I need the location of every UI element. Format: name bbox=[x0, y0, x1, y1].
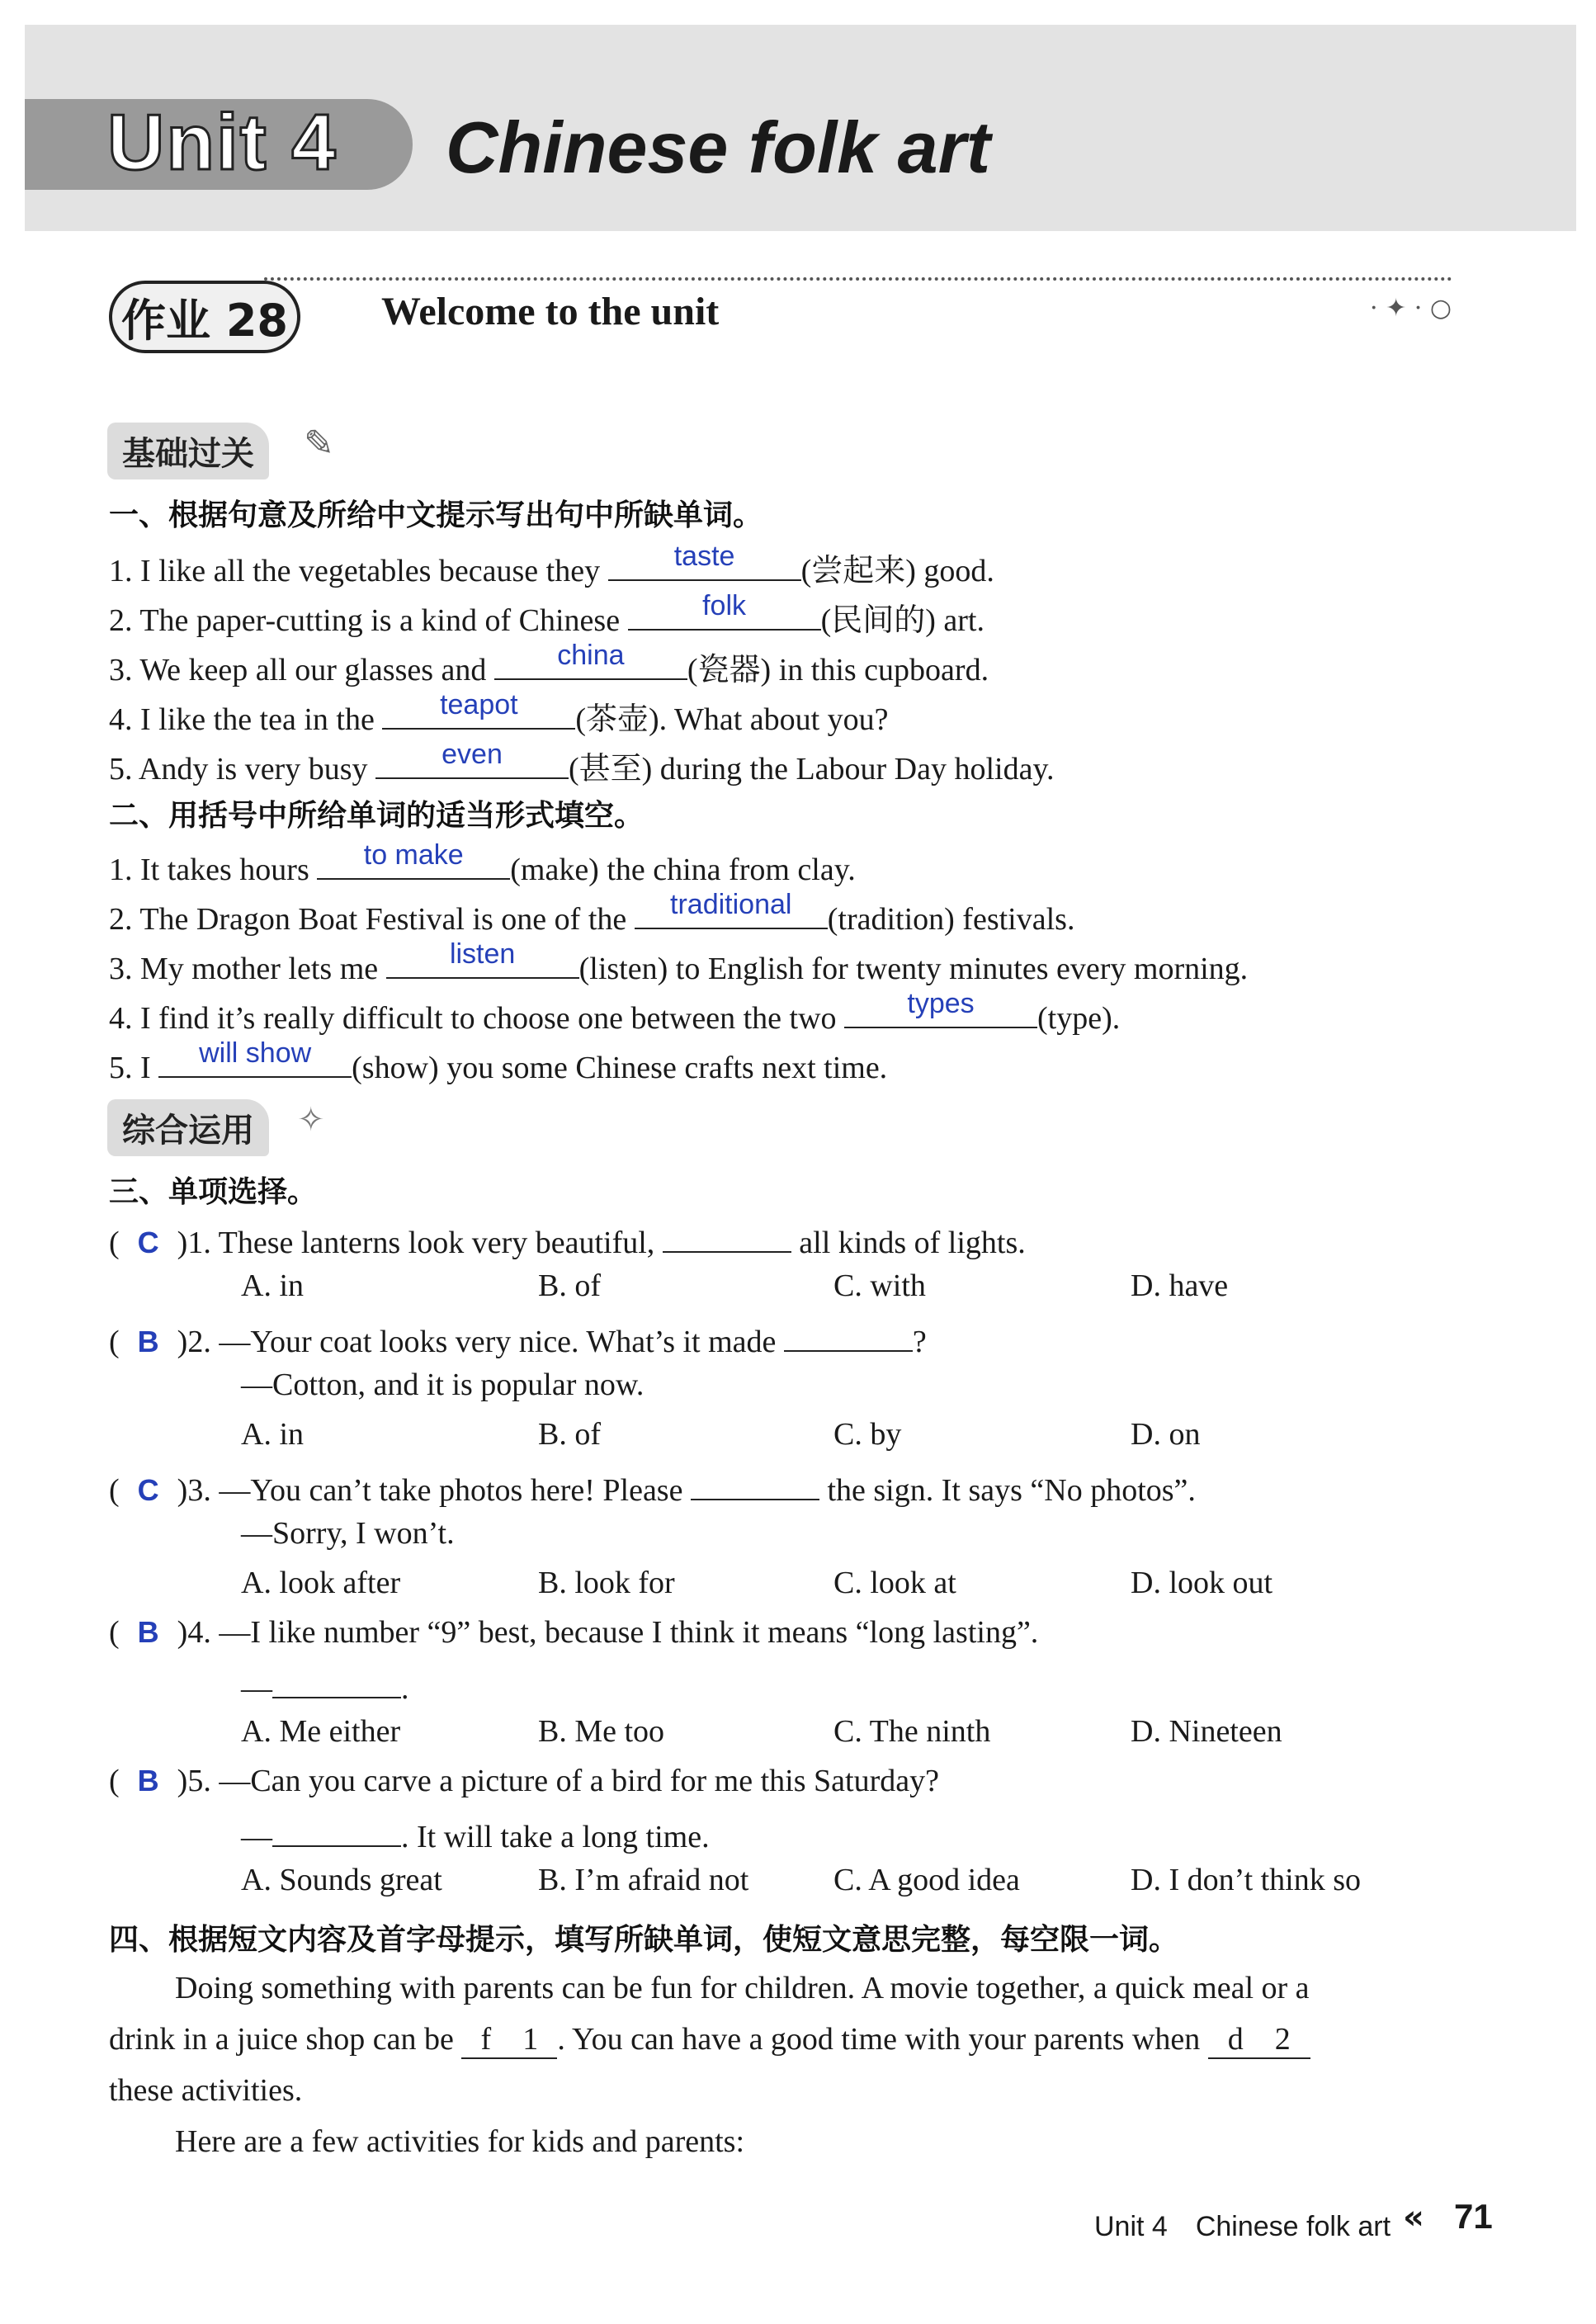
choice-answer[interactable]: B bbox=[137, 1764, 159, 1797]
choice-answer[interactable]: B bbox=[137, 1325, 159, 1358]
mc-response-3: —Sorry, I won’t. bbox=[241, 1516, 455, 1551]
passage-line-1: Doing something with parents can be fun for children. A movie together, a quick meal or a bbox=[175, 1971, 1310, 2005]
answer-blank[interactable]: china bbox=[494, 642, 687, 680]
answer-blank[interactable]: folk bbox=[628, 593, 821, 631]
cloze-blank-2[interactable]: d 2 bbox=[1208, 2021, 1310, 2059]
option-a[interactable]: A. Me either bbox=[241, 1714, 401, 1749]
answer-blank[interactable]: listen bbox=[386, 941, 579, 979]
fill-item-2: 2. The paper-cutting is a kind of Chinese folk (民间的) art. bbox=[109, 590, 985, 638]
answer-blank[interactable]: to make bbox=[317, 842, 510, 880]
form-item-2: 2. The Dragon Boat Festival is one of the traditional (tradition) festivals. bbox=[109, 889, 1075, 937]
instruction-part2: 二、用括号中所给单词的适当形式填空。 bbox=[109, 799, 645, 833]
mc-question-2: ( B )2. —Your coat looks very nice. What’s it made ? bbox=[109, 1317, 927, 1360]
form-item-4: 4. I find it’s really difficult to choose one between the two types (type). bbox=[109, 988, 1121, 1036]
page-number: 71 bbox=[1454, 2197, 1493, 2236]
fill-item-5: 5. Andy is very busy even (甚至) during the Labour Day holiday. bbox=[109, 739, 1055, 786]
unit-title: Chinese folk art bbox=[446, 106, 991, 188]
sparkle-icon: ✧ bbox=[297, 1101, 325, 1139]
section-tag-comprehensive: 综合运用 bbox=[107, 1099, 269, 1156]
unit-label: Unit 4 bbox=[107, 98, 338, 187]
mc-question-1: ( C )1. These lanterns look very beautiful, all kinds of lights. bbox=[109, 1218, 1026, 1261]
answer-blank[interactable] bbox=[272, 1664, 401, 1698]
option-d[interactable]: D. I don’t think so bbox=[1131, 1863, 1362, 1897]
choice-answer[interactable]: C bbox=[137, 1473, 159, 1507]
sparkle-icon: · ✦ · ○ bbox=[1370, 294, 1452, 323]
option-d[interactable]: D. have bbox=[1131, 1268, 1229, 1303]
option-a[interactable]: A. look after bbox=[241, 1566, 401, 1600]
option-c[interactable]: C. with bbox=[833, 1268, 926, 1303]
mc-question-4: ( B )4. —I like number “9” best, because I think it means “long lasting”. bbox=[109, 1615, 1039, 1650]
option-b[interactable]: B. Me too bbox=[538, 1714, 665, 1749]
form-item-1: 1. It takes hours to make (make) the china from clay. bbox=[109, 839, 856, 887]
option-c[interactable]: C. A good idea bbox=[833, 1863, 1020, 1897]
answer-blank[interactable] bbox=[663, 1218, 791, 1253]
option-b[interactable]: B. look for bbox=[538, 1566, 675, 1600]
instruction-part4: 四、根据短文内容及首字母提示，填写所缺单词，使短文意思完整，每空限一词。 bbox=[109, 1923, 1179, 1957]
assignment-title: Welcome to the unit bbox=[381, 290, 720, 333]
option-c[interactable]: C. look at bbox=[833, 1566, 956, 1600]
assignment-badge: 作业 28 bbox=[109, 281, 300, 353]
fill-item-1: 1. I like all the vegetables because they taste (尝起来) good. bbox=[109, 541, 994, 588]
passage-line-3: these activities. bbox=[109, 2073, 303, 2108]
answer-blank[interactable]: even bbox=[375, 741, 569, 779]
option-c[interactable]: C. The ninth bbox=[833, 1714, 991, 1749]
option-a[interactable]: A. Sounds great bbox=[241, 1863, 442, 1897]
option-c[interactable]: C. by bbox=[833, 1417, 902, 1452]
mc-question-5: ( B )5. —Can you carve a picture of a bird for me this Saturday? bbox=[109, 1764, 939, 1798]
option-d[interactable]: D. Nineteen bbox=[1131, 1714, 1282, 1749]
answer-blank[interactable] bbox=[272, 1812, 401, 1847]
option-b[interactable]: B. I’m afraid not bbox=[538, 1863, 749, 1897]
passage-line-4: Here are a few activities for kids and parents: bbox=[175, 2124, 745, 2159]
choice-answer[interactable]: B bbox=[137, 1615, 159, 1649]
option-a[interactable]: A. in bbox=[241, 1417, 304, 1452]
form-item-5: 5. I will show (show) you some Chinese crafts next time. bbox=[109, 1037, 888, 1085]
answer-blank[interactable] bbox=[691, 1466, 819, 1500]
fill-item-3: 3. We keep all our glasses and china (瓷器) in this cupboard. bbox=[109, 640, 989, 687]
answer-blank[interactable]: teapot bbox=[382, 692, 575, 730]
double-chevron-left-icon: « bbox=[1403, 2199, 1424, 2237]
pencil-icon: ✎ bbox=[304, 423, 334, 465]
option-a[interactable]: A. in bbox=[241, 1268, 304, 1303]
answer-blank[interactable]: types bbox=[844, 990, 1037, 1028]
instruction-part1: 一、根据句意及所给中文提示写出句中所缺单词。 bbox=[109, 498, 763, 532]
option-b[interactable]: B. of bbox=[538, 1417, 601, 1452]
mc-response-2: —Cotton, and it is popular now. bbox=[241, 1367, 645, 1402]
mc-question-3: ( C )3. —You can’t take photos here! Please the sign. It says “No photos”. bbox=[109, 1466, 1196, 1509]
passage-line-2: drink in a juice shop can be f 1 . You can have a good time with your parents when d 2 bbox=[109, 2014, 1310, 2065]
section-tag-basic: 基础过关 bbox=[107, 423, 269, 479]
cloze-blank-1[interactable]: f 1 bbox=[461, 2021, 557, 2059]
mc-response-4: — . bbox=[241, 1664, 409, 1707]
divider-dotted bbox=[264, 277, 1452, 281]
option-d[interactable]: D. on bbox=[1131, 1417, 1201, 1452]
answer-blank[interactable] bbox=[784, 1317, 913, 1352]
answer-blank[interactable]: taste bbox=[608, 543, 801, 581]
fill-item-4: 4. I like the tea in the teapot (茶壶). What about you? bbox=[109, 689, 889, 737]
answer-blank[interactable]: traditional bbox=[635, 891, 828, 929]
choice-answer[interactable]: C bbox=[137, 1226, 159, 1259]
option-b[interactable]: B. of bbox=[538, 1268, 601, 1303]
footer-unit-text: Unit 4 Chinese folk art bbox=[1094, 2211, 1391, 2242]
mc-response-5: — . It will take a long time. bbox=[241, 1812, 710, 1855]
answer-blank[interactable]: will show bbox=[158, 1040, 352, 1078]
form-item-3: 3. My mother lets me listen (listen) to English for twenty minutes every morning. bbox=[109, 938, 1249, 986]
option-d[interactable]: D. look out bbox=[1131, 1566, 1273, 1600]
instruction-part3: 三、单项选择。 bbox=[109, 1175, 318, 1209]
